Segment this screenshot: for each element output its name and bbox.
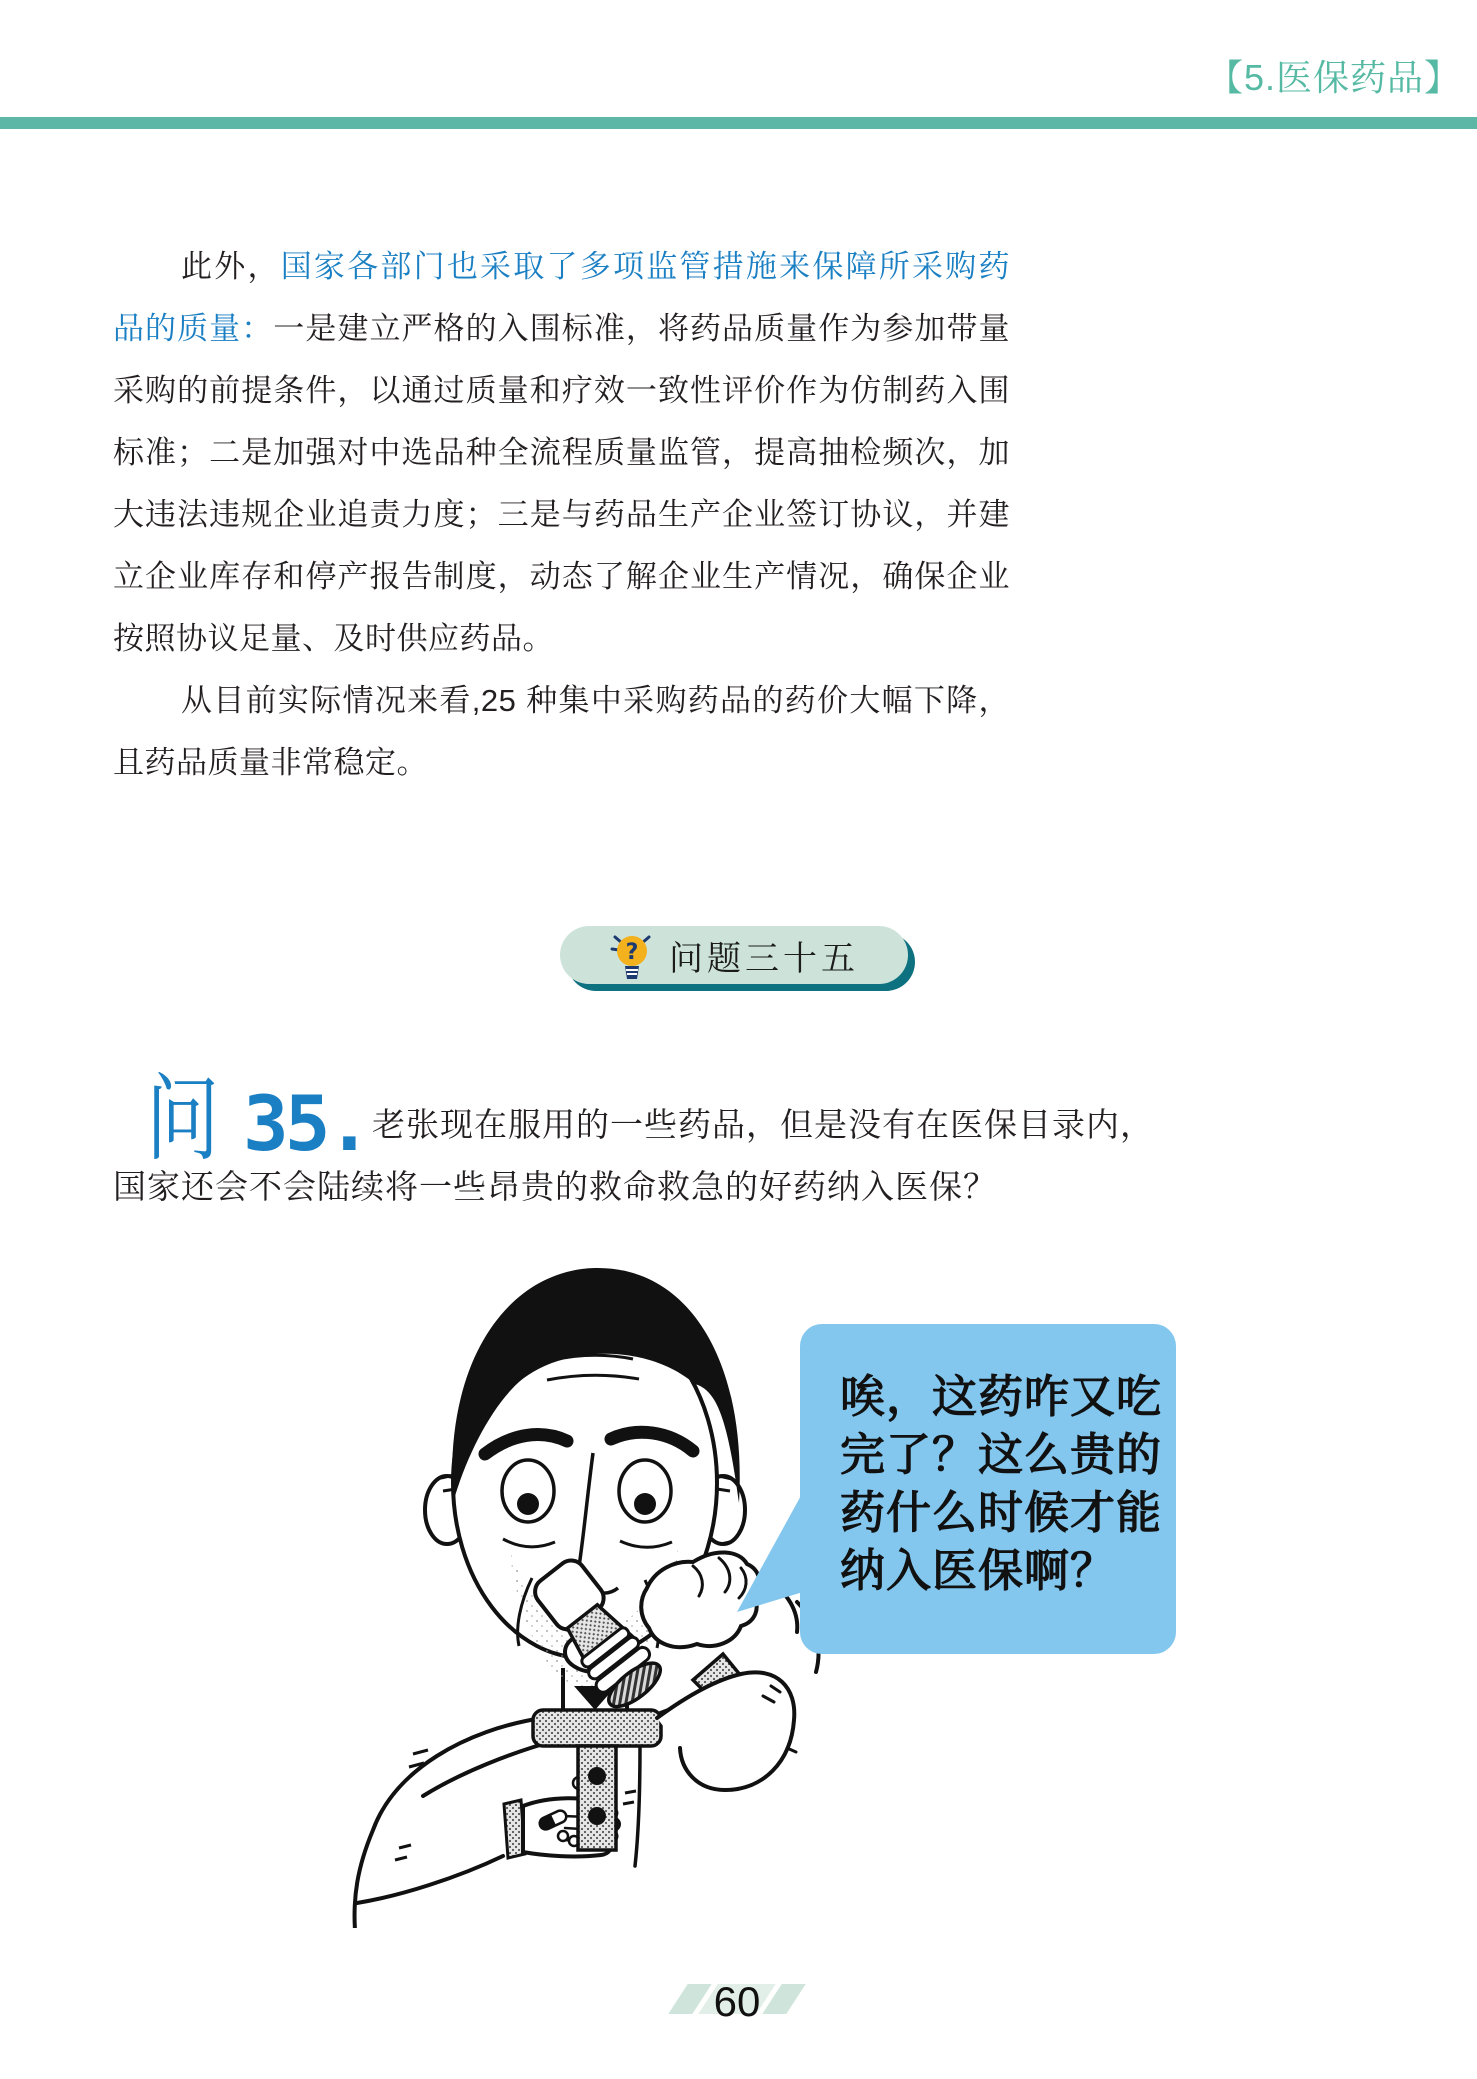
- question-number: 35.: [243, 1079, 369, 1168]
- sleeve: [657, 1672, 794, 1790]
- body-text-line: [113, 236, 1010, 298]
- question-badge: [560, 926, 908, 984]
- page-number: 60: [713, 1978, 761, 2025]
- body-text-line: [113, 298, 1010, 360]
- body-text-line: [113, 360, 1010, 422]
- question-line-1: 老张现在服用的一些药品，但是没有在医保目录内，: [372, 1106, 1154, 1143]
- body-text-segment-blue: 品的质量：: [113, 311, 274, 346]
- body-text-segment-ink: 按照协议足量、及时供应药品。: [113, 621, 554, 656]
- body-text-segment-ink: 此外，: [181, 249, 281, 284]
- body-text-segment-ink: 立企业库存和停产报告制度，动态了解企业生产情况，确保企业: [113, 559, 1010, 594]
- question-line-2: 国家还会不会陆续将一些昂贵的救命救急的好药纳入医保？: [113, 1168, 997, 1205]
- section-header: 【5.医保药品】: [1206, 57, 1461, 98]
- question-marker-char: 问: [146, 1066, 220, 1171]
- body-paragraphs: [113, 236, 1010, 794]
- header-accent-bar: [0, 117, 1477, 129]
- body-text-segment-ink: 采购的前提条件，以通过质量和疗效一致性评价作为仿制药入围: [113, 373, 1010, 408]
- lightbulb-question-icon: [609, 929, 655, 981]
- body-text-segment-ink: 且药品质量非常稳定。: [113, 745, 428, 780]
- speech-bubble-text: 唉，这药咋又吃完了？这么贵的药什么时候才能纳入医保啊？: [840, 1371, 1163, 1596]
- body-text-segment-ink: 大违法违规企业追责力度；三是与药品生产企业签订协议，并建: [113, 497, 1010, 532]
- body-text-segment-blue: 国家各部门也采取了多项监管措施来保障所采购药: [280, 249, 1010, 284]
- body-text-segment-ink: 标准；二是加强对中选品种全流程质量监管，提高抽检频次，加: [113, 435, 1010, 470]
- body-text-segment-ink: 从目前实际情况来看,25 种集中采购药品的药价大幅下降，: [181, 683, 1010, 718]
- speech-bubble-tail: [737, 1492, 803, 1620]
- body-text-line: [113, 484, 1010, 546]
- body-text-line: [113, 608, 1010, 670]
- body-text-line: [113, 670, 1010, 732]
- speech-bubble: [800, 1324, 1176, 1654]
- body-text-line: [113, 732, 1010, 794]
- question-badge-label: 问题三十五: [669, 939, 859, 978]
- body-text-segment-ink: 一是建立严格的入围标准，将药品质量作为参加带量: [273, 311, 1011, 346]
- body-text-line: [113, 422, 1010, 484]
- body-text-line: [113, 546, 1010, 608]
- svg-text:?: ?: [625, 940, 639, 965]
